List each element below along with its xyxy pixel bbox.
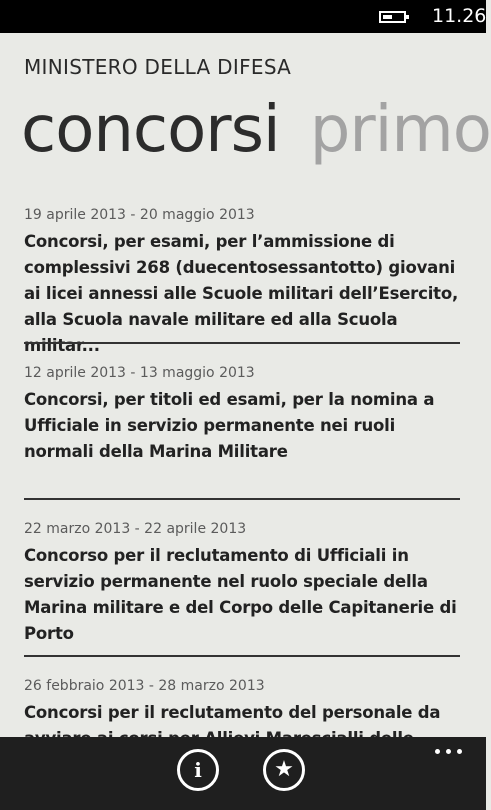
- divider: [24, 498, 460, 500]
- item-title: Concorsi, per esami, per l’ammissione di complessivi 268 (duecentosessantotto) giovani ai licei annessi alle Scuole militari dell’Esercito, alla Scuola navale militare ed alla Scuola militar...: [24, 232, 459, 355]
- info-button[interactable]: [177, 749, 219, 791]
- battery-level: [383, 15, 392, 19]
- item-title: Concorsi, per titoli ed esami, per la nomina a Ufficiale in servizio permanente nei ruoli normali della Marina Militare: [24, 390, 435, 461]
- app-title: MINISTERO DELLA DIFESA: [24, 55, 292, 79]
- item-date: 19 aprile 2013 - 20 maggio 2013: [24, 207, 255, 223]
- status-time: 11.26: [432, 5, 487, 27]
- app-bar: [0, 737, 486, 810]
- favorite-button[interactable]: [263, 749, 305, 791]
- info-icon: i: [194, 758, 202, 782]
- star-icon: ★: [274, 757, 294, 782]
- ellipsis-dot: [457, 749, 462, 754]
- pivot-header: [21, 90, 491, 170]
- item-title: Concorsi per il reclutamento del personale da: [24, 703, 441, 722]
- more-ellipsis-icon[interactable]: [432, 741, 468, 761]
- item-date: 26 febbraio 2013 - 28 marzo 2013: [24, 678, 265, 694]
- list-item[interactable]: [24, 205, 460, 355]
- ellipsis-dot: [435, 749, 440, 754]
- list-item[interactable]: [24, 519, 460, 647]
- divider: [24, 655, 460, 657]
- item-title: Concorso per il reclutamento di Ufficiali in servizio permanente nel ruolo speciale della Marina militare e del Corpo delle Capitanerie di Porto: [24, 546, 457, 643]
- list-item[interactable]: [24, 363, 460, 465]
- divider: [24, 342, 460, 344]
- pivot-tab-concorsi[interactable]: concorsi: [21, 93, 280, 167]
- pivot-tab-primo[interactable]: primo: [309, 93, 491, 167]
- ellipsis-dot: [446, 749, 451, 754]
- item-date: 22 marzo 2013 - 22 aprile 2013: [24, 521, 247, 537]
- status-bar: [0, 0, 486, 33]
- item-date: 12 aprile 2013 - 13 maggio 2013: [24, 365, 255, 381]
- battery-icon: [379, 11, 406, 23]
